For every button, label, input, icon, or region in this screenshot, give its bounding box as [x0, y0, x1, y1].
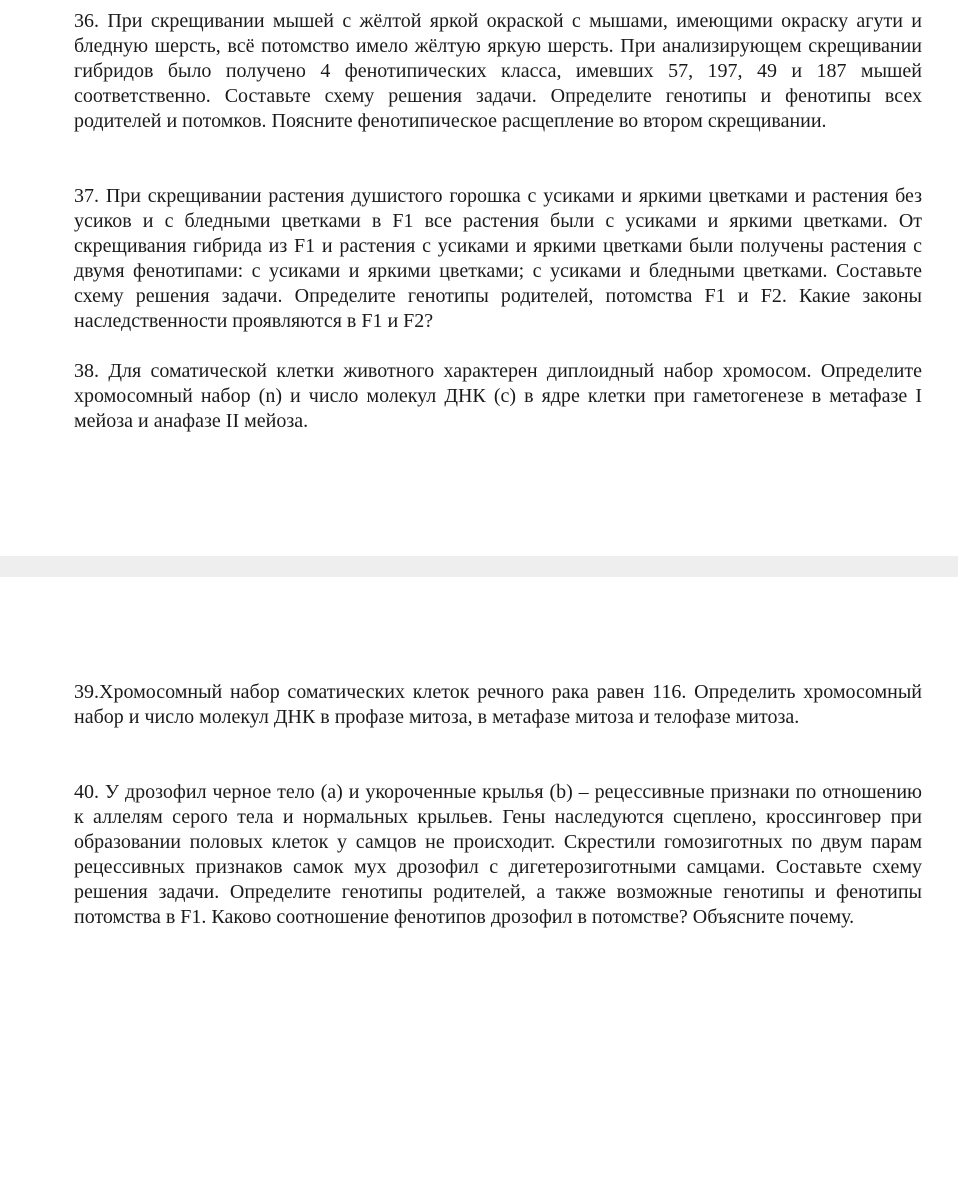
task-40-text: 40. У дрозофил черное тело (а) и укороченные крылья (b) – рецессивные признаки по отношению к аллелям серого тела и нормальных крыльев. Гены наследуются сцеплено, кроссинговер при образовании половых клеток у самцов не происходит. Скрестили гомозиготных по двум парам рецессивных признаков самок мух дрозофил с дигетерозиготными самцами. Составьте схему решения задачи. Определите генотипы родителей, а также возможные генотипы и фенотипы потомства в F1. Каково соотношение фенотипов дрозофил в потомстве? Объясните почему. [74, 781, 922, 928]
document-page-bottom [0, 577, 958, 1198]
task-36-text: 36. При скрещивании мышей с жёлтой яркой окраской с мышами, имеющими окраску агути и бледную шерсть, всё потомство имело жёлтую яркую шерсть. При анализирующем скрещивании гибридов было получено 4 фенотипических класса, имевших 57, 197, 49 и 187 мышей соответственно. Составьте схему решения задачи. Определите генотипы и фенотипы всех родителей и потомков. Поясните фенотипическое расщепление во втором скрещивании. [74, 10, 922, 132]
task-39-text: 39.Хромосомный набор соматических клеток речного рака равен 116. Определить хромосомный набор и число молекул ДНК в профазе митоза, в метафазе митоза и телофазе митоза. [74, 681, 922, 728]
document-page-top [0, 0, 958, 556]
task-37-text: 37. При скрещивании растения душистого горошка с усиками и яркими цветками и растения без усиков и с бледными цветками в F1 все растения были с усиками и яркими цветками. От скрещивания гибрида из F1 и растения с усиками и яркими цветками были получены растения с двумя фенотипами: с усиками и яркими цветками; с усиками и бледными цветками. Составьте схему решения задачи. Определите генотипы родителей, потомства F1 и F2. Какие законы наследственности проявляются в F1 и F2? [74, 185, 922, 332]
page-separator [0, 556, 958, 577]
task-38-text: 38. Для соматической клетки животного характерен диплоидный набор хромосом. Определите хромосомный набор (n) и число молекул ДНК (с) в ядре клетки при гаметогенезе в метафазе I мейоза и анафазе II мейоза. [74, 360, 922, 432]
